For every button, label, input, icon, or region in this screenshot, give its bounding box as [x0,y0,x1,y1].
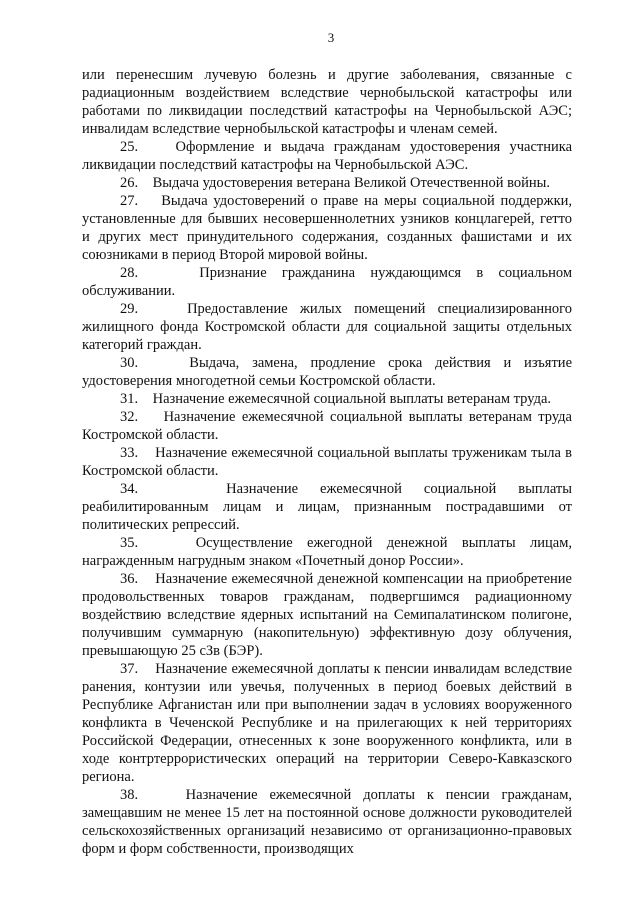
item-number: 27. [120,193,139,209]
item-text: Назначение ежемесячной социальной выплаты реабилитированным лицам и лицам, признанным пострадавшими от политических репрессий. [82,481,573,533]
list-item [82,264,572,300]
list-item [82,192,572,264]
list-item [82,786,572,858]
item-number: 26. [120,175,139,191]
list-item [82,534,572,570]
list-item [82,408,572,444]
item-number: 32. [120,409,139,425]
list-item [82,300,572,354]
item-text: Оформление и выдача гражданам удостоверения участника ликвидации последствий катастрофы на Чернобыльской АЭС. [82,139,572,173]
item-number: 33. [120,445,139,461]
item-text: Назначение ежемесячной доплаты к пенсии инвалидам вследствие ранения, контузии или увечья, полученных в период боевых действий в Республике Афганистан или при выполнении задач в условиях вооруженного конфликта в Чеченской Республике и на прилегающих к ней территориях Российской Федерации, отнесенных к зоне вооруженного конфликта, или в ходе контртеррористических операций на территории Северо-Кавказского региона. [82,661,573,785]
page-number: 3 [327,30,335,45]
list-item [82,138,572,174]
list-item [82,354,572,390]
item-number: 37. [120,661,139,677]
list-item [82,570,572,660]
document-page [82,30,572,858]
item-text: Предоставление жилых помещений специализированного жилищного фонда Костромской области для социальной защиты отдельных категорий граждан. [82,301,573,353]
list-item [82,444,572,480]
item-text: Выдача, замена, продление срока действия и изъятие удостоверения многодетной семьи Костромской области. [82,355,572,389]
item-text: Назначение ежемесячной доплаты к пенсии гражданам, замещавшим не менее 15 лет на постоянной основе должности руководителей сельскохозяйственных организаций независимо от организационно-правовых форм и форм собственности, производящих [82,787,573,857]
item-number: 38. [120,787,139,803]
list-item [82,480,572,534]
item-text: Назначение ежемесячной социальной выплаты ветеранам труда. [152,391,552,407]
item-text: Назначение ежемесячной денежной компенсации на приобретение продовольственных товаров гражданам, подвергшимся радиационному воздействию вследствие ядерных испытаний на Семипалатинском полигоне, получившим суммарную (накопительную) эффективную дозу облучения, превышающую 25 сЗв (БЭР). [82,571,572,659]
item-text: Назначение ежемесячной социальной выплаты труженикам тыла в Костромской области. [82,445,572,479]
list-item [82,174,572,192]
item-number: 25. [120,139,139,155]
item-text: Осуществление ежегодной денежной выплаты лицам, награжденным нагрудным знаком «Почетный донор России». [82,535,573,569]
item-number: 30. [120,355,139,371]
item-text: Признание гражданина нуждающимся в социальном обслуживании. [82,265,572,299]
list-item [82,390,572,408]
item-number: 31. [120,391,139,407]
list-item [82,660,572,786]
item-text: Назначение ежемесячной социальной выплаты ветеранам труда Костромской области. [82,409,572,443]
item-number: 35. [120,535,139,551]
continuation-paragraph: или перенесшим лучевую болезнь и другие заболевания, связанные с радиационным воздействием вследствие чернобыльской катастрофы или работами по ликвидации последствий катастрофы на Чернобыльской АЭС; инвалидам вследствие чернобыльской катастрофы и членам семей. [82,67,572,137]
item-text: Выдача удостоверений о праве на меры социальной поддержки, установленные для бывших несовершеннолетних узников концлагерей, гетто и других мест принудительного содержания, созданных фашистами и их союзниками в период Второй мировой войны. [82,193,572,263]
item-text: Выдача удостоверения ветерана Великой Отечественной войны. [152,175,550,191]
item-number: 34. [120,481,139,497]
numbered-list [82,138,572,858]
item-number: 28. [120,265,139,281]
item-number: 36. [120,571,139,587]
item-number: 29. [120,301,139,317]
